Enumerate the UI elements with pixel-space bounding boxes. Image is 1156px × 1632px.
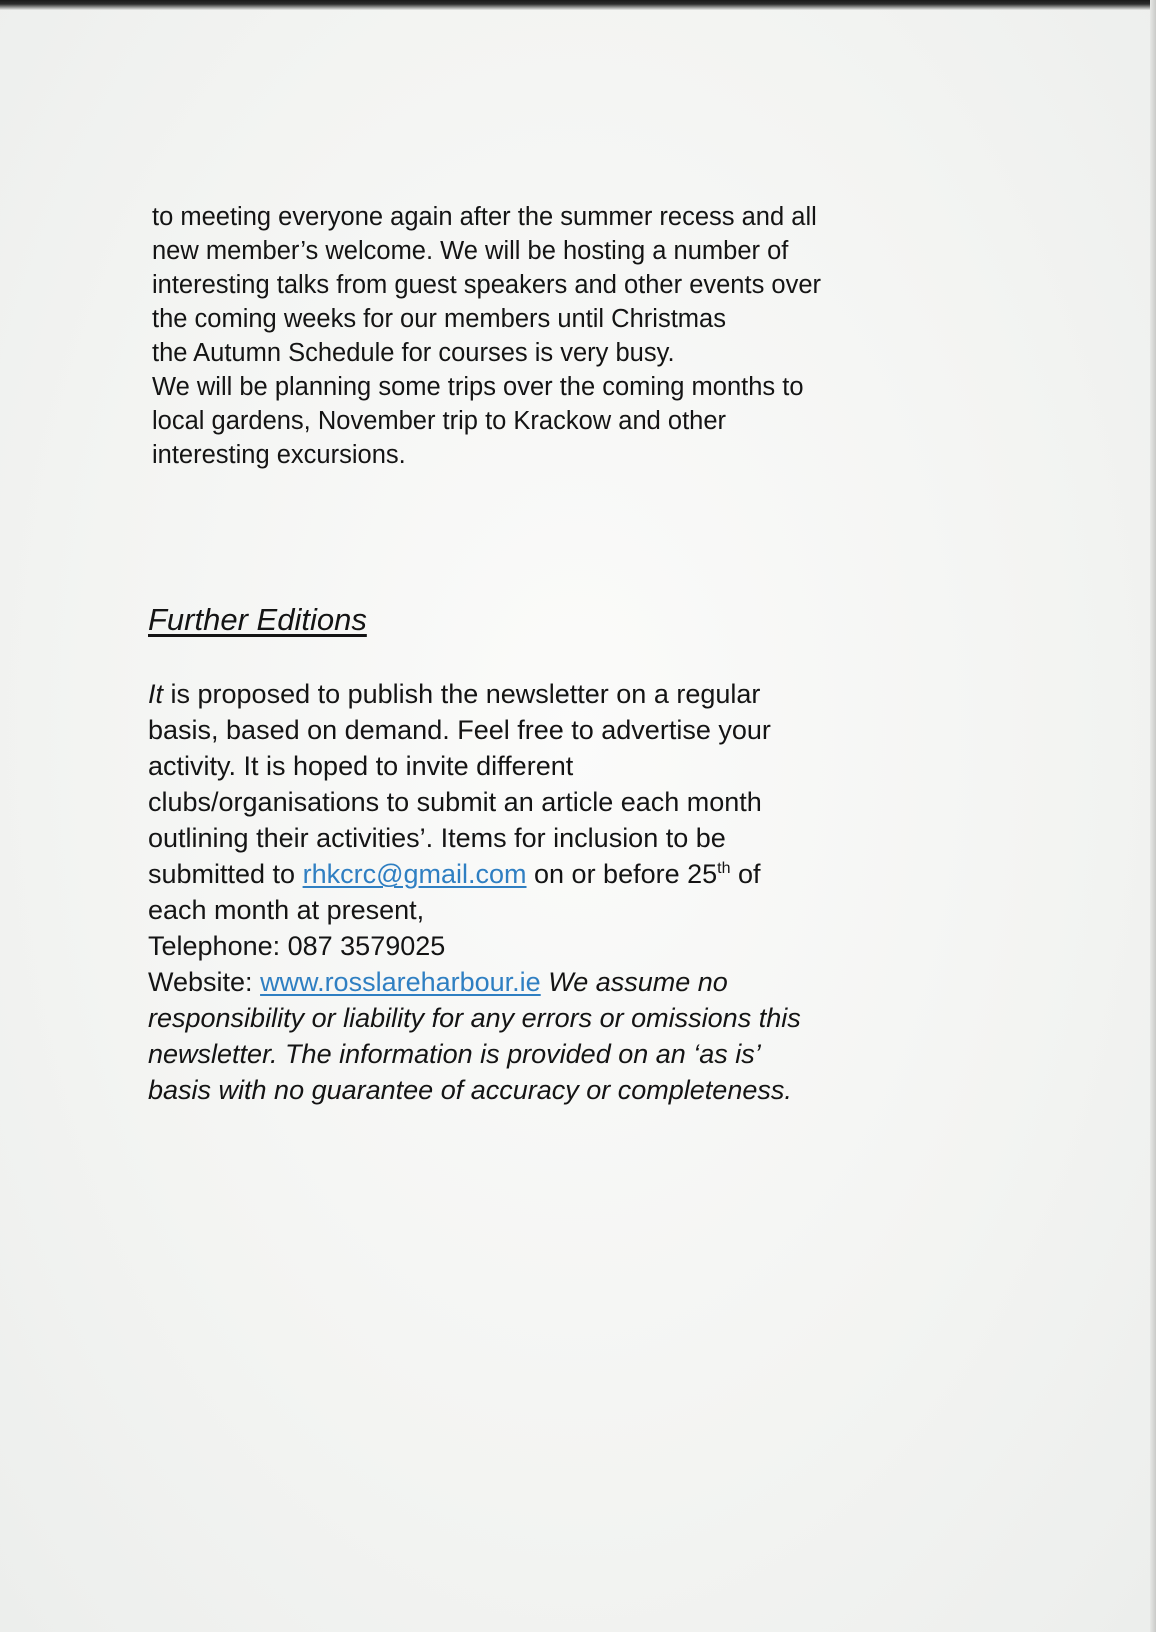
intro-line: local gardens, November trip to Krackow and other — [152, 407, 727, 435]
further-editions-paragraph — [148, 676, 988, 1108]
website-line — [148, 964, 988, 1000]
email-link[interactable]: rhkcrc@gmail.com — [302, 859, 527, 889]
scan-top-edge — [0, 0, 1156, 10]
intro-line: We will be planning some trips over the coming months to — [152, 373, 804, 401]
scan-right-edge — [1150, 0, 1156, 1632]
intro-line: the coming weeks for our members until Christmas — [152, 305, 726, 333]
intro-paragraph — [152, 200, 972, 472]
paragraph-line — [148, 676, 988, 712]
disclaimer-line: newsletter. The information is provided on an ‘as is’ — [148, 1039, 761, 1069]
newsletter-page-content — [148, 200, 972, 1105]
website-label: Website: — [148, 967, 261, 997]
paragraph-line: outlining their activities’. Items for inclusion to be — [148, 823, 726, 853]
paragraph-line: each month at present, — [148, 895, 425, 925]
paragraph-line: clubs/organisations to submit an article each month — [148, 787, 762, 817]
website-link[interactable]: www.rosslareharbour.ie — [260, 967, 541, 997]
date-ordinal-suffix: th — [717, 860, 731, 877]
paragraph-line: basis, based on demand. Feel free to advertise your — [148, 715, 771, 745]
disclaimer-line: basis with no guarantee of accuracy or completeness. — [148, 1075, 792, 1105]
intro-line: new member’s welcome. We will be hosting a number of — [152, 237, 789, 265]
intro-line: to meeting everyone again after the summer recess and all — [152, 203, 817, 231]
disclaimer-line: responsibility or liability for any errors or omissions this — [148, 1003, 801, 1033]
paragraph-line — [148, 856, 988, 892]
paragraph-line: activity. It is hoped to invite different — [148, 751, 574, 781]
line-text: is proposed to publish the newsletter on a regular — [163, 679, 761, 709]
intro-line: interesting excursions. — [152, 441, 406, 469]
further-editions-heading: Further Editions — [148, 602, 367, 637]
line-text: submitted to — [148, 859, 303, 889]
disclaimer-text: We assume no — [540, 967, 728, 997]
telephone-line: Telephone: 087 3579025 — [148, 931, 446, 961]
intro-line: the Autumn Schedule for courses is very busy. — [152, 339, 675, 367]
intro-line: interesting talks from guest speakers and other events over — [152, 271, 822, 299]
line-text: of — [730, 859, 761, 889]
line-text: on or before 25 — [526, 859, 718, 889]
italic-start-word: It — [148, 679, 164, 709]
